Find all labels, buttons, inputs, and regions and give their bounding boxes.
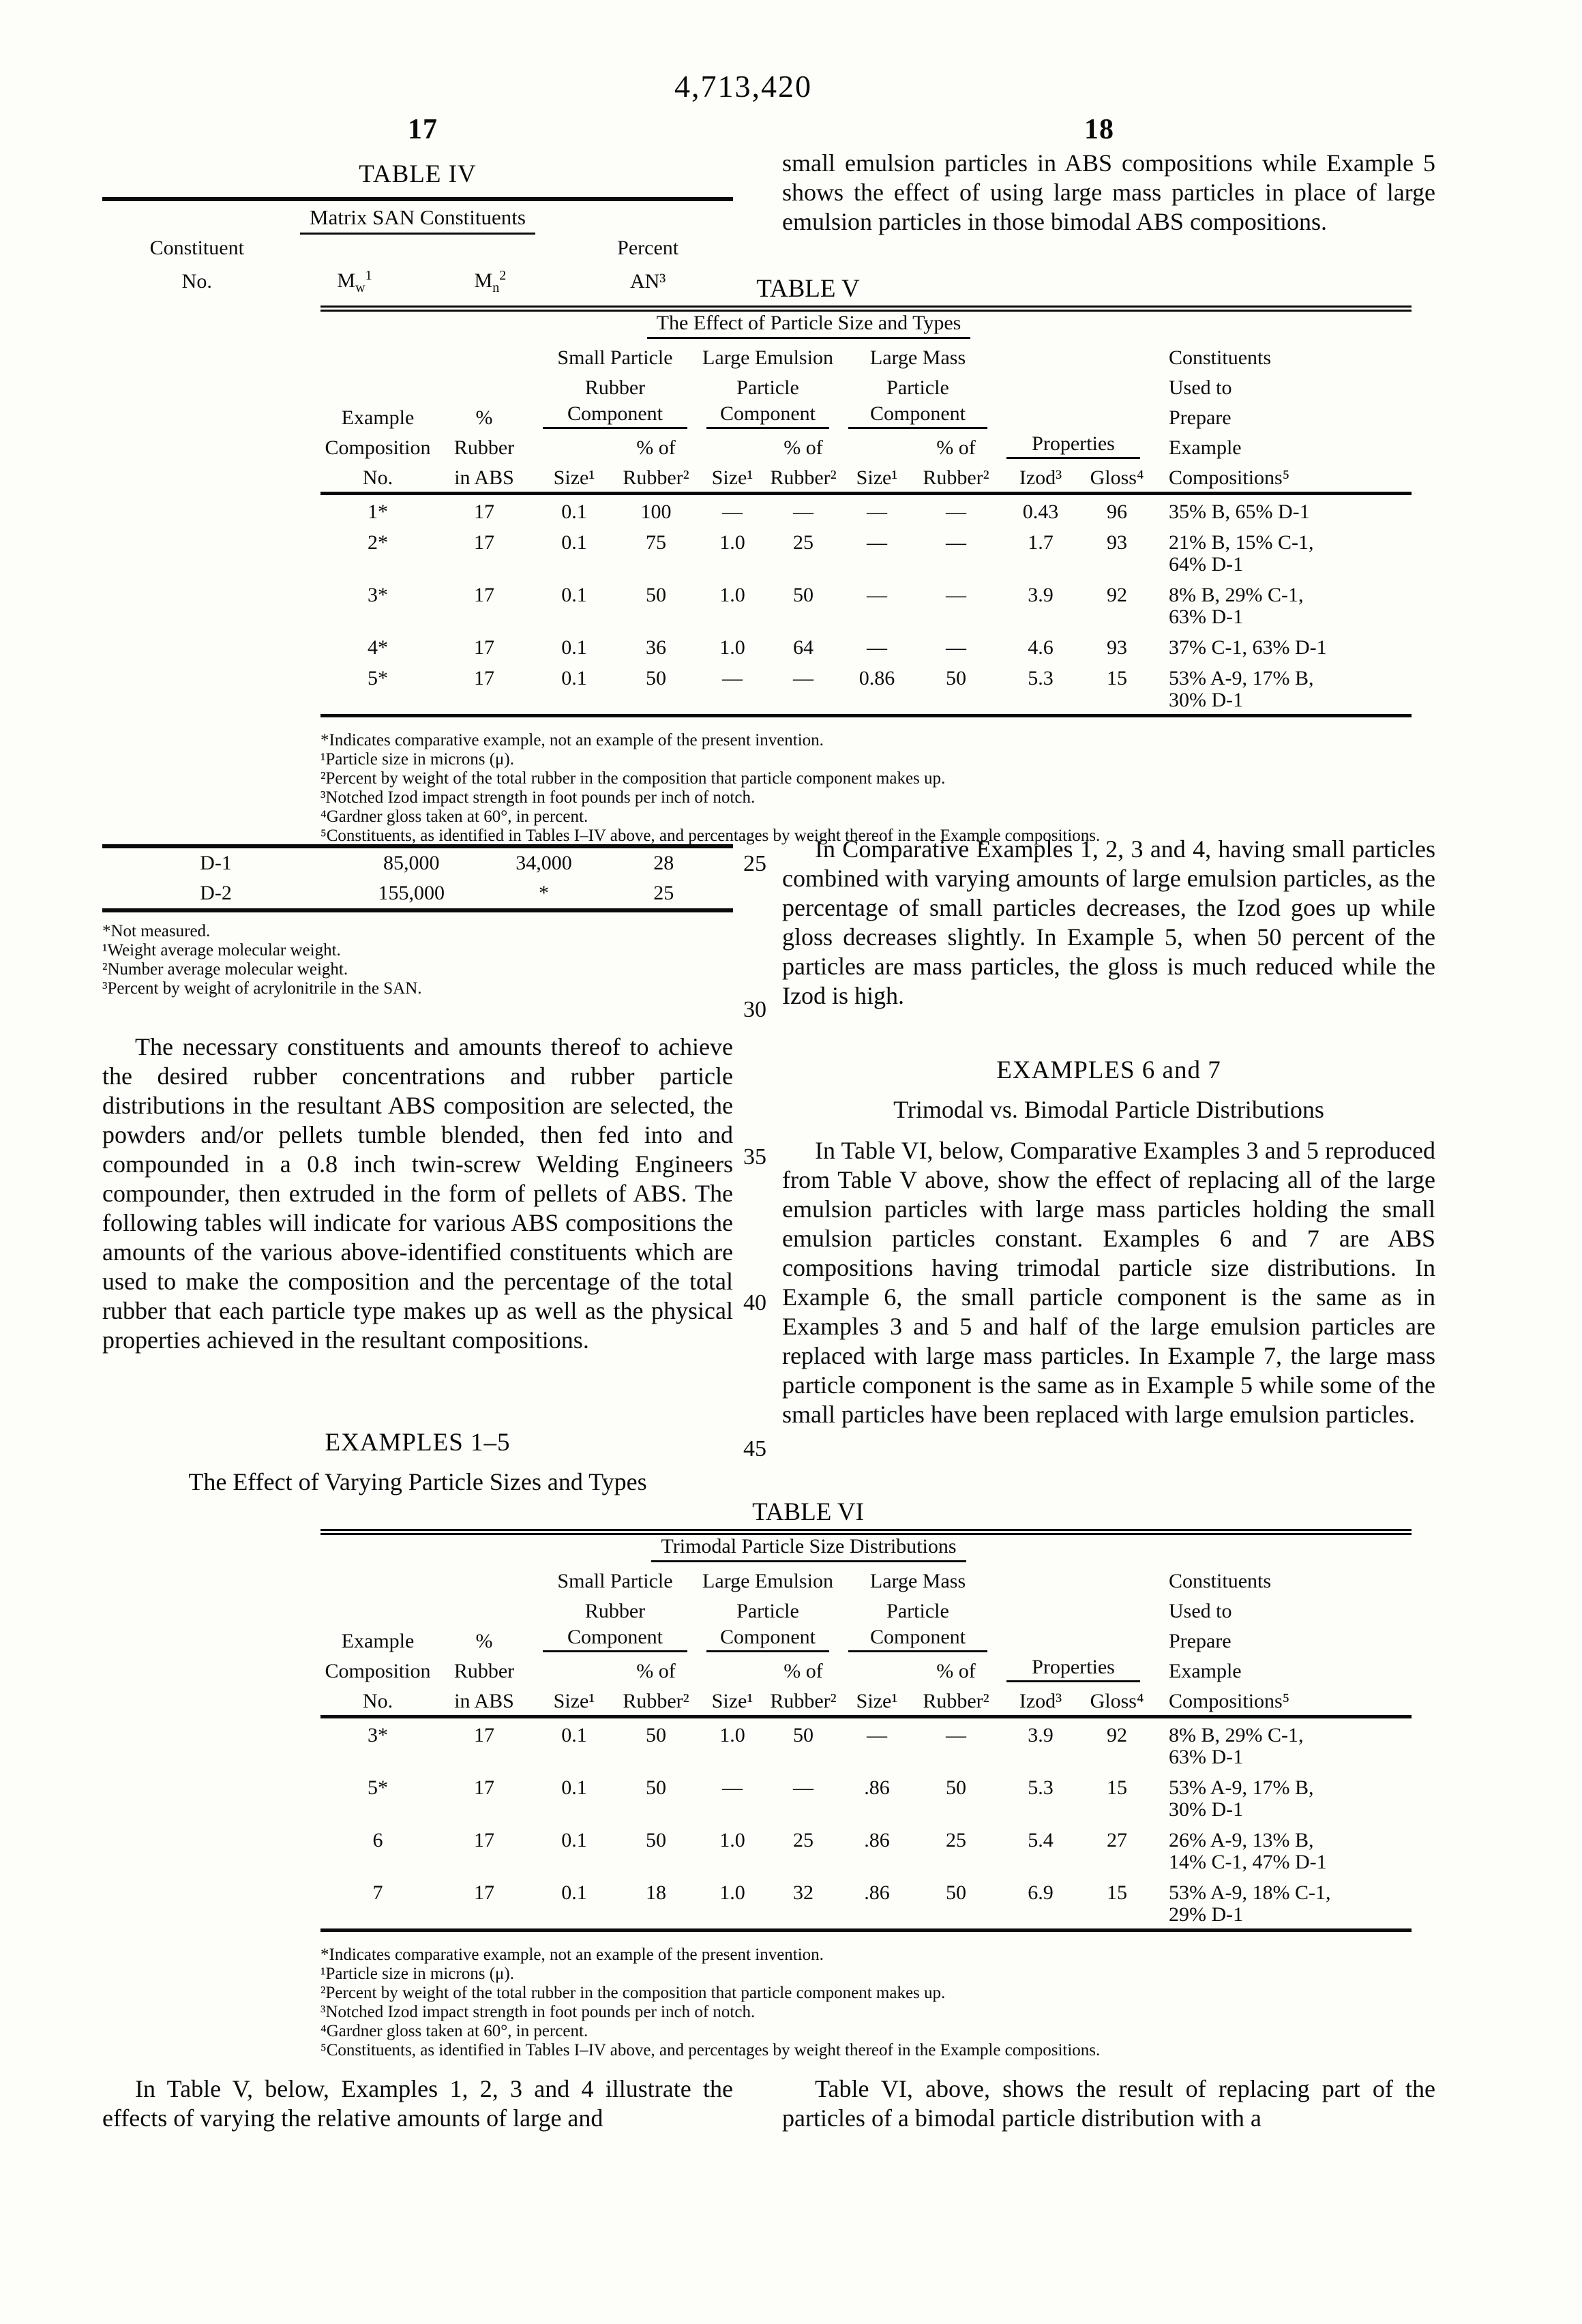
table-cell: 17 <box>474 1776 494 1799</box>
table-cell: 8% B, 29% C-1, 63% D-1 <box>1169 584 1304 628</box>
table-row <box>320 1717 1412 1772</box>
col-header-no: No. <box>181 270 212 293</box>
footnote: ⁴Gardner gloss taken at 60°, in percent. <box>320 807 588 826</box>
table-cell: 37% C-1, 63% D-1 <box>1169 636 1327 659</box>
table-cell: 50 <box>646 667 666 689</box>
table-row <box>320 1771 1412 1823</box>
table-cell: 92 <box>1107 584 1127 606</box>
table-cell: 17 <box>474 584 494 606</box>
table5-header: The Effect of Particle Size and Types Small Particle Large Emulsion Large Mass Constituents Rubber Particle Particle Used to Example % Component Component Component Prepare Composition Rubber % of % of % of Properties Example No. in ABS Size¹ Rubber² Size¹ Rubber² Size¹ Rubber² Izod³ Gloss⁴ Compositions⁵ <box>320 309 1412 494</box>
col-header-mw: $M_w^1$ <box>337 268 372 295</box>
table-cell: 25 <box>793 531 814 554</box>
table-cell: 26% A-9, 13% B, 14% C-1, 47% D-1 <box>1169 1829 1327 1873</box>
table-cell: 50 <box>946 667 966 689</box>
table-row <box>102 846 733 878</box>
footnote: *Indicates comparative example, not an example of the present invention. <box>320 731 824 749</box>
table5-body <box>320 494 1412 716</box>
table-cell: 17 <box>474 1829 494 1851</box>
table-cell: — <box>946 636 966 659</box>
table5-footnotes <box>320 731 1412 846</box>
table-cell: 3.9 <box>1028 584 1054 606</box>
table-cell: 75 <box>646 531 666 554</box>
table-cell: 5.3 <box>1028 667 1054 689</box>
table-cell: 50 <box>946 1881 966 1904</box>
footnote: *Indicates comparative example, not an example of the present invention. <box>320 1946 824 1964</box>
right-tablevi-paragraph: In Table VI, below, Comparative Examples 3 and 5 reproduced from Table V above, show the effect of replacing all of the large emulsion particles with large mass particles holding the small emulsion particles constant. Examples 6 and 7 are ABS compositions having trimodal particle size distributions. In Example 6, the small particle component is the same as in Examples 3 and 5 and half of the large emulsion particles are replaced with large mass particles. In Example 7, the large mass particle component is the same as in Example 5 while some of the small particles have been replaced with large emulsion particles. <box>782 1137 1435 1428</box>
table4-top-rule <box>102 197 733 201</box>
line-number-30: 30 <box>743 997 766 1022</box>
right-column-page-number: 18 <box>1084 114 1114 145</box>
table-cell: 53% A-9, 17% B, 30% D-1 <box>1169 1776 1314 1821</box>
table-cell: — <box>867 531 887 554</box>
table-cell: 1.0 <box>719 1881 745 1904</box>
table-cell: 0.1 <box>561 584 587 606</box>
table-cell: 96 <box>1107 501 1127 523</box>
table6-section <box>320 1498 1412 2060</box>
table5-title: TABLE V <box>756 275 860 303</box>
table5 <box>320 306 1412 717</box>
table-row <box>102 235 733 262</box>
table6 <box>320 1529 1412 1932</box>
table-cell: 0.1 <box>561 1776 587 1799</box>
table-cell: 0.1 <box>561 1724 587 1746</box>
table-cell: — <box>946 584 966 606</box>
table-cell: 50 <box>646 1724 666 1746</box>
table-cell: 15 <box>1107 667 1127 689</box>
table-cell: — <box>722 667 743 689</box>
examples-6-7-heading: EXAMPLES 6 and 7 <box>996 1056 1221 1084</box>
table-cell: 93 <box>1107 636 1127 659</box>
bottom-right-paragraph: Table VI, above, shows the result of replacing part of the particles of a bimodal particle distribution with a <box>782 2075 1435 2132</box>
table-cell: 36 <box>646 636 666 659</box>
table-cell: 1.0 <box>719 531 745 554</box>
table-cell: 21% B, 15% C-1, 64% D-1 <box>1169 531 1314 576</box>
line-number-35: 35 <box>743 1144 766 1170</box>
table-cell: 5.3 <box>1028 1776 1054 1799</box>
table-cell: 50 <box>793 584 814 606</box>
table-cell: 27 <box>1107 1829 1127 1851</box>
table-cell: 34,000 <box>516 852 572 874</box>
table-row <box>320 631 1412 661</box>
table-cell: 1.0 <box>719 636 745 659</box>
table4-rows <box>102 844 733 912</box>
table-cell: 17 <box>474 501 494 523</box>
table-cell: 32 <box>793 1881 814 1904</box>
table-cell: 0.1 <box>561 636 587 659</box>
table4-footnotes <box>102 922 733 998</box>
table5-span-title: The Effect of Particle Size and Types <box>647 312 971 339</box>
footnote: ⁵Constituents, as identified in Tables I–IV above, and percentages by weight thereof in the Example compositions. <box>320 826 1101 845</box>
table-cell: .86 <box>864 1881 890 1904</box>
table-row <box>102 878 733 910</box>
line-number-25: 25 <box>743 851 766 876</box>
table-cell: 28 <box>653 852 674 874</box>
table-cell: 3* <box>368 1724 388 1746</box>
table-cell: 6 <box>372 1829 383 1851</box>
table-cell: 53% A-9, 18% C-1, 29% D-1 <box>1169 1881 1331 1926</box>
table-cell: 17 <box>474 667 494 689</box>
table-cell: 2* <box>368 531 388 554</box>
table4-continuation-section <box>102 844 733 998</box>
left-column-page-number: 17 <box>408 114 438 145</box>
table-cell: 18 <box>646 1881 666 1904</box>
table-cell: 0.86 <box>859 667 895 689</box>
table-cell: 1* <box>368 501 388 523</box>
table-cell: — <box>867 501 887 523</box>
table-cell: — <box>946 1724 966 1746</box>
table-cell: 1.7 <box>1028 531 1054 554</box>
table-row <box>320 1823 1412 1876</box>
table-cell: 50 <box>646 1829 666 1851</box>
table-cell: 100 <box>640 501 672 523</box>
col-header-percent: Percent <box>617 237 679 259</box>
table-cell: 1.0 <box>719 1724 745 1746</box>
examples-1-5-subheading: The Effect of Varying Particle Sizes and Types <box>188 1468 647 1495</box>
table-cell: 7 <box>372 1881 383 1904</box>
table-cell: 15 <box>1107 1776 1127 1799</box>
table-cell: 25 <box>946 1829 966 1851</box>
table-cell: 64 <box>793 636 814 659</box>
table-cell: 25 <box>793 1829 814 1851</box>
left-body-paragraph: The necessary constituents and amounts thereof to achieve the desired rubber concentrations and rubber particle distributions in the resultant ABS composition are selected, the powders and/or pellets tumble blended, then fed into and compounded in a 0.8 inch twin-screw Welding Engineers compounder, then extruded in the form of pellets of ABS. The following tables will indicate for various ABS compositions the amounts of the various above-identified constituents which are used to make the composition and the percentage of the total rubber that each particle type makes up as well as the physical properties achieved in the resultant compositions. <box>102 1033 733 1354</box>
col-header-mn: $M_n^2$ <box>474 268 507 295</box>
table-cell: — <box>867 636 887 659</box>
table4-title: TABLE IV <box>359 160 477 188</box>
examples-1-5-heading: EXAMPLES 1–5 <box>325 1429 511 1457</box>
table-cell: 50 <box>646 1776 666 1799</box>
table-cell: 50 <box>793 1724 814 1746</box>
footnote: ²Number average molecular weight. <box>102 960 348 979</box>
table-row <box>320 661 1412 716</box>
table-cell: 5* <box>368 1776 388 1799</box>
table-cell: 8% B, 29% C-1, 63% D-1 <box>1169 1724 1304 1768</box>
table-cell: * <box>539 882 549 904</box>
table6-body <box>320 1717 1412 1931</box>
table-cell: 0.1 <box>561 501 587 523</box>
table-cell: 50 <box>646 584 666 606</box>
footnote: ²Percent by weight of the total rubber in the composition that particle component makes up. <box>320 1984 946 2002</box>
table-cell: 17 <box>474 636 494 659</box>
footnote: ³Notched Izod impact strength in foot pounds per inch of notch. <box>320 788 756 807</box>
footnote: ¹Weight average molecular weight. <box>102 941 341 959</box>
table-cell: 4* <box>368 636 388 659</box>
table-cell: 85,000 <box>383 852 440 874</box>
table-row <box>320 1876 1412 1931</box>
footnote: ⁴Gardner gloss taken at 60°, in percent. <box>320 2022 588 2040</box>
table-cell: 92 <box>1107 1724 1127 1746</box>
table-cell: — <box>793 667 814 689</box>
table-row <box>320 494 1412 526</box>
table-cell: — <box>722 1776 743 1799</box>
table-cell: 17 <box>474 531 494 554</box>
col-header-constituent: Constituent <box>149 237 244 259</box>
table-cell: — <box>793 1776 814 1799</box>
footnote: ²Percent by weight of the total rubber in the composition that particle component makes up. <box>320 769 946 788</box>
table-cell: 3.9 <box>1028 1724 1054 1746</box>
table-cell: 1.0 <box>719 584 745 606</box>
right-comparative-paragraph: In Comparative Examples 1, 2, 3 and 4, having small particles combined with varying amounts of large emulsion particles, as the percentage of small particles decreases, the Izod goes up while gloss decreases slightly. In Example 5, when 50 percent of the particles are mass particles, the gloss is much reduced while the Izod is high. <box>782 835 1435 1009</box>
table-cell: — <box>722 501 743 523</box>
table-cell: 17 <box>474 1724 494 1746</box>
table-cell: 0.1 <box>561 531 587 554</box>
table-cell: 0.1 <box>561 1881 587 1904</box>
examples-6-7-subheading: Trimodal vs. Bimodal Particle Distributions <box>893 1096 1324 1123</box>
table-cell: 4.6 <box>1028 636 1054 659</box>
table-cell: 50 <box>946 1776 966 1799</box>
footnote: ⁵Constituents, as identified in Tables I–IV above, and percentages by weight thereof in the Example compositions. <box>320 2041 1101 2059</box>
table-cell: 5.4 <box>1028 1829 1054 1851</box>
table-cell: — <box>867 1724 887 1746</box>
right-top-paragraph: small emulsion particles in ABS compositions while Example 5 shows the effect of using large mass particles in place of large emulsion particles in those bimodal ABS compositions. <box>782 149 1435 235</box>
table-cell: 3* <box>368 584 388 606</box>
table4-group-header: Matrix SAN Constituents <box>300 205 535 235</box>
table-cell: 0.1 <box>561 1829 587 1851</box>
table6-footnotes <box>320 1946 1412 2060</box>
table6-title: TABLE VI <box>752 1498 864 1526</box>
table6-span-title: Trimodal Particle Size Distributions <box>651 1536 966 1562</box>
table5-section <box>320 274 1412 846</box>
col-header-an: AN³ <box>629 270 666 293</box>
table-cell: 53% A-9, 17% B, 30% D-1 <box>1169 667 1314 711</box>
table-cell: 0.1 <box>561 667 587 689</box>
table-cell: — <box>946 501 966 523</box>
table-cell: 155,000 <box>378 882 445 904</box>
line-number-40: 40 <box>743 1290 766 1315</box>
table6-header: Trimodal Particle Size Distributions Small Particle Large Emulsion Large Mass Constituents Rubber Particle Particle Used to Example % Component Component Component Prepare Composition Rubber % of % of % of Properties Example No. in ABS Size¹ Rubber² Size¹ Rubber² Size¹ Rubber² Izod³ Gloss⁴ Compositions⁵ <box>320 1532 1412 1717</box>
table-cell: — <box>867 584 887 606</box>
table-cell: .86 <box>864 1776 890 1799</box>
table-row <box>320 526 1412 578</box>
table-cell: 1.0 <box>719 1829 745 1851</box>
table-cell: D-1 <box>200 852 232 874</box>
table-cell: .86 <box>864 1829 890 1851</box>
bottom-left-paragraph: In Table V, below, Examples 1, 2, 3 and 4 illustrate the effects of varying the relative amounts of large and <box>102 2075 733 2132</box>
footnote: ³Percent by weight of acrylonitrile in the SAN. <box>102 979 422 998</box>
table-cell: — <box>946 531 966 554</box>
footnote: *Not measured. <box>102 922 211 940</box>
table-cell: 0.43 <box>1022 501 1059 523</box>
table-cell: 6.9 <box>1028 1881 1054 1904</box>
footnote: ¹Particle size in microns (μ). <box>320 1965 515 1983</box>
line-number-45: 45 <box>743 1436 766 1461</box>
table-cell: 25 <box>653 882 674 904</box>
table-cell: 15 <box>1107 1881 1127 1904</box>
footnote: ³Notched Izod impact strength in foot pounds per inch of notch. <box>320 2003 756 2021</box>
table-cell: 93 <box>1107 531 1127 554</box>
table-cell: D-2 <box>200 882 232 904</box>
footnote: ¹Particle size in microns (μ). <box>320 750 515 769</box>
table-cell: 17 <box>474 1881 494 1904</box>
patent-number: 4,713,420 <box>674 69 812 104</box>
table-cell: 35% B, 65% D-1 <box>1169 501 1310 523</box>
table-cell: — <box>793 501 814 523</box>
table-cell: 5* <box>368 667 388 689</box>
table-row <box>320 578 1412 631</box>
